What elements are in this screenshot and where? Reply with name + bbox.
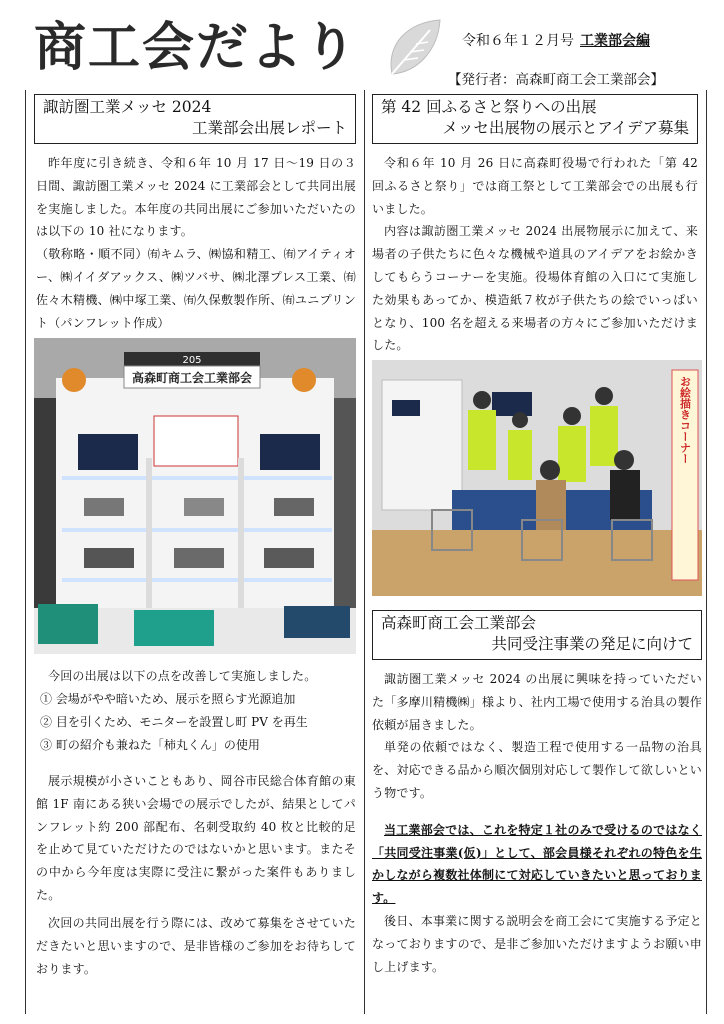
article3-title-line2: 共同受注事業の発足に向けて bbox=[491, 635, 693, 653]
article2-p1: 令和６年 10 月 26 日に高森町役場で行われた「第 42 回ふるさと祭り」では商工祭として工業部会での出展も行いました。 bbox=[372, 156, 698, 216]
article1-companies: （敬称略・順不同）㈲キムラ、㈱協和精工、㈲アイティオー、㈱イイダアックス、㈱ツバサ、㈱北澤プレス工業、㈲佐々木精機、㈱中塚工業、㈲久保敷製作所、㈲ユニプリント（パンフレット作成） bbox=[36, 247, 356, 330]
booth-sign: 高森町商工会工業部会 bbox=[131, 371, 253, 385]
leaf-icon bbox=[378, 14, 448, 84]
article3-p3: 当工業部会では、これを特定１社のみで受けるのではなく「共同受注事業(仮)」として、部会員様それぞれの特色を生かしながら複数社体制にて対応していきたいと思っております。 bbox=[372, 822, 702, 906]
article1-intro: 昨年度に引き続き、令和６年 10 月 17 日～19 日の３日間、諏訪圏工業メッセ 2024 に工業部会として共同出展を実施しました。本年度の共同出展にご参加いただいたのは以下の 10 社になります。 bbox=[36, 156, 356, 239]
issue-date: 令和６年１２月号 bbox=[462, 33, 574, 49]
article3-title-box bbox=[372, 610, 702, 660]
article1-body bbox=[36, 152, 356, 334]
article3-p4: 後日、本事業に関する説明会を商工会にて実施する予定となっておりますので、是非ご参加いただけますようお願い申し上げます。 bbox=[372, 913, 702, 974]
article1-closing-text: 次回の共同出展を行う際には、改めて募集をさせていただきたいと思いますので、是非皆様のご参加をお待ちしております。 bbox=[36, 916, 356, 976]
edition-label: 工業部会編 bbox=[580, 33, 650, 49]
article2-title-line2: メッセ出展物の展示とアイデア募集 bbox=[442, 119, 689, 137]
improvement-item: ② 目を引くため、モニターを設置し町 PV を再生 bbox=[40, 714, 308, 729]
article3-title-line1: 高森町商工会工業部会 bbox=[381, 614, 537, 632]
article1-result-text: 展示規模が小さいこともあり、岡谷市民総合体育館の東館 1F 南にある狭い会場での展示でしたが、結果としてパンフレット約 200 部配布、名刺受取約 40 枚と比較的足を止めて見ていただけたのではないかと思います。またその中から今年度は実際に受注に繋がった案件もありました。 bbox=[36, 774, 356, 902]
improvements-list bbox=[40, 688, 356, 756]
article1-improvements bbox=[36, 665, 356, 688]
article1-title-line2: 工業部会出展レポート bbox=[191, 119, 347, 137]
article1-title-line1: 諏訪圏工業メッセ 2024 bbox=[43, 98, 212, 116]
improvements-intro: 今回の出展は以下の点を改善して実施しました。 bbox=[48, 669, 317, 683]
newsletter-logo: 商工会だより bbox=[34, 18, 359, 78]
publisher-line: 【発行者：高森町商工会工業部会】 bbox=[448, 72, 664, 88]
improvement-item: ① 会場がやや暗いため、展示を照らす光源追加 bbox=[40, 692, 296, 706]
article3-body bbox=[372, 668, 702, 978]
right-border bbox=[706, 90, 707, 1014]
issue-info bbox=[462, 30, 650, 50]
article1-result bbox=[36, 770, 356, 907]
drawing-corner-banner: お絵描きコーナー bbox=[678, 376, 692, 464]
column-divider bbox=[364, 90, 365, 1014]
article3-p2: 単発の依頼ではなく、製造工程で使用する一品物の治具を、対応できる品から順次個別対応して製作して欲しいという物です。 bbox=[372, 740, 702, 800]
article1-closing bbox=[36, 912, 356, 980]
article1-title-box bbox=[34, 94, 356, 144]
article2-title-box bbox=[372, 94, 698, 144]
left-border bbox=[25, 90, 26, 1014]
improvement-item: ③ 町の紹介も兼ねた「柿丸くん」の使用 bbox=[40, 737, 260, 752]
expo-booth-photo bbox=[34, 338, 356, 654]
article2-p2: 内容は諏訪圏工業メッセ 2024 出展物展示に加えて、来場者の子供たちに色々な機械や道具のアイデアをお絵かきしてもらうコーナーを実施。役場体育館の入口にて実施した効果もあってか、模造紙７枚が子供たちの絵でいっぱいとなり、100 名を超える来場者の方々にご参加いただけました。 bbox=[372, 224, 698, 353]
article2-body bbox=[372, 152, 698, 357]
article2-title-line1: 第 42 回ふるさと祭りへの出展 bbox=[381, 98, 597, 116]
article3-p1: 諏訪圏工業メッセ 2024 の出展に興味を持っていただいた「多摩川精機㈱」様より、社内工場で使用する治具の製作依頼が届きました。 bbox=[372, 672, 702, 732]
booth-number: 205 bbox=[182, 355, 202, 366]
festival-photo bbox=[372, 360, 702, 596]
